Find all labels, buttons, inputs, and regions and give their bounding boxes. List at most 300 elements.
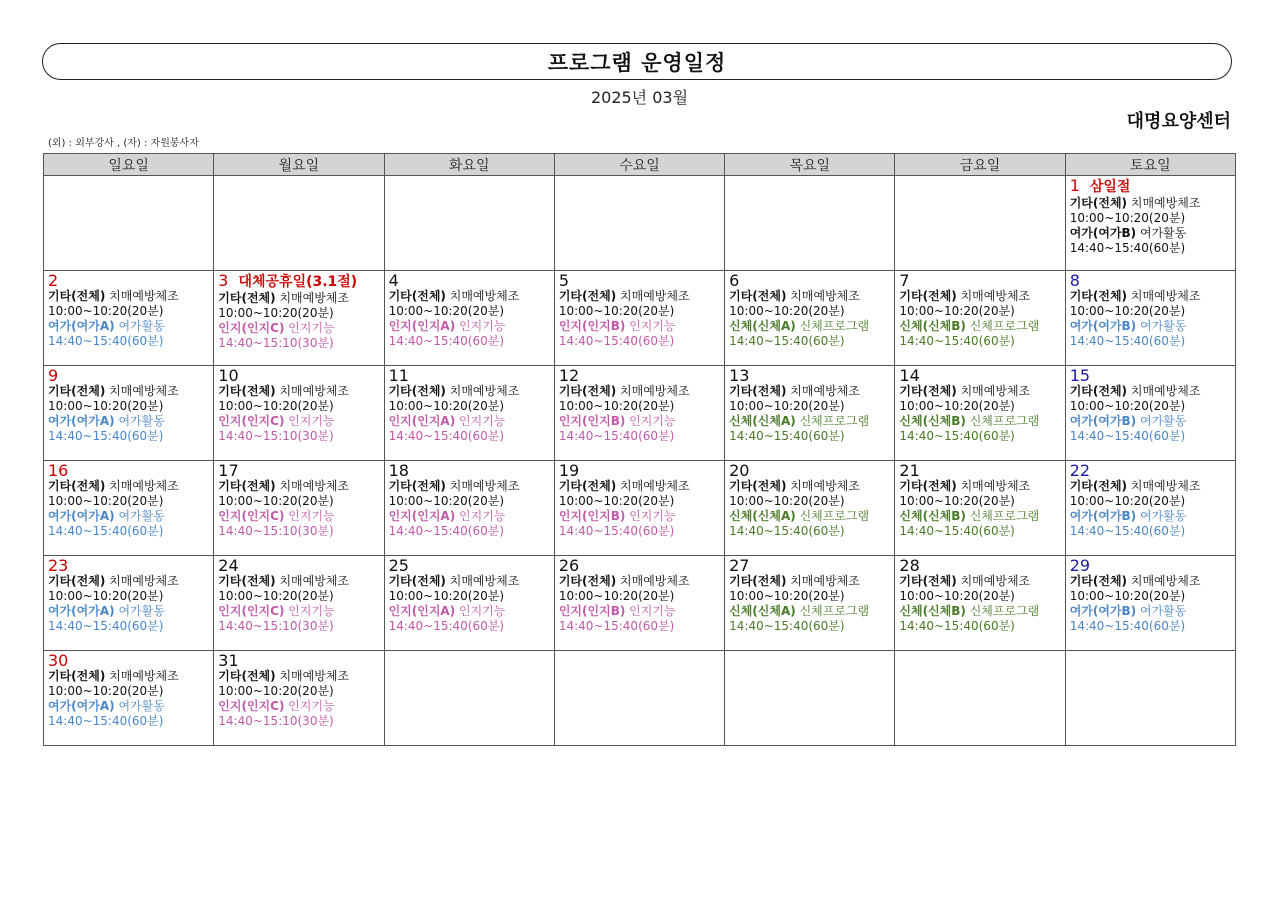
day-cell — [214, 461, 384, 556]
event-desc: 인지기능 — [629, 509, 676, 523]
event-time: 10:00~10:20(20분) — [48, 304, 164, 318]
day-number-value: 28 — [899, 556, 920, 575]
event-desc: 치매예방체조 — [449, 384, 520, 398]
day-cell — [895, 271, 1065, 366]
day-number — [48, 462, 213, 479]
event-desc: 인지기능 — [288, 604, 335, 618]
event-name: 인지(인지C) — [218, 509, 285, 523]
event-line — [218, 321, 383, 336]
event-line — [1070, 574, 1235, 589]
event-desc: 치매예방체조 — [279, 479, 350, 493]
event-line — [899, 289, 1064, 304]
day-cell — [1065, 176, 1235, 271]
event-name: 신체(신체A) — [729, 319, 796, 333]
event-desc: 인지기능 — [629, 604, 676, 618]
week-row — [44, 271, 1236, 366]
event-desc: 치매예방체조 — [1130, 479, 1201, 493]
event-time: 14:40~15:40(60분) — [899, 429, 1015, 443]
event-time: 14:40~15:40(60분) — [899, 619, 1015, 633]
event-name: 인지(인지B) — [558, 414, 626, 428]
event-name: 기타(전체) — [218, 384, 276, 398]
event-line — [48, 319, 213, 334]
event-desc: 치매예방체조 — [279, 291, 350, 305]
day-number-value: 13 — [729, 366, 750, 385]
day-number-value: 18 — [388, 461, 409, 480]
calendar-body — [44, 176, 1236, 746]
event-time: 10:00~10:20(20분) — [1069, 211, 1186, 225]
event-time: 10:00~10:20(20분) — [558, 589, 675, 603]
day-number — [218, 652, 383, 669]
event-name: 인지(인지B) — [558, 319, 626, 333]
event-time: 10:00~10:20(20분) — [218, 684, 334, 698]
day-number-value: 30 — [48, 651, 69, 670]
event-desc: 여가활동 — [118, 414, 165, 428]
day-cell — [44, 461, 214, 556]
day-cell — [214, 556, 384, 651]
day-cell — [384, 366, 554, 461]
event-line — [559, 574, 724, 589]
day-number — [559, 557, 724, 574]
day-cell — [1065, 461, 1235, 556]
event-line — [899, 509, 1064, 524]
event-name: 여가(여가B) — [1069, 226, 1137, 240]
day-number-value: 8 — [1069, 271, 1080, 290]
event-line — [729, 414, 894, 429]
event-name: 기타(전체) — [1069, 289, 1128, 303]
event-name: 인지(인지A) — [388, 414, 456, 428]
event-name: 신체(신체B) — [899, 509, 966, 523]
day-number — [389, 367, 554, 384]
event-name: 인지(인지C) — [218, 414, 285, 428]
holiday-label: 대체공휴일(3.1절) — [238, 274, 358, 290]
day-cell — [44, 651, 214, 746]
event-time: 14:40~15:10(30분) — [218, 714, 334, 728]
day-number — [899, 367, 1064, 384]
event-name: 신체(신체B) — [899, 319, 966, 333]
event-line — [218, 384, 383, 399]
event-desc: 여가활동 — [118, 509, 165, 523]
empty-day-cell — [44, 176, 214, 271]
event-line — [389, 509, 554, 524]
event-desc: 치매예방체조 — [790, 574, 860, 588]
day-number-value: 6 — [729, 271, 740, 290]
event-line — [389, 384, 554, 399]
weekday-header-mon: 월요일 — [214, 154, 384, 176]
empty-day-cell — [1065, 651, 1235, 746]
event-time: 14:40~15:40(60분) — [729, 619, 845, 633]
event-desc: 여가활동 — [118, 604, 165, 618]
event-desc: 신체프로그램 — [969, 604, 1040, 618]
event-name: 여가(여가B) — [1069, 509, 1137, 523]
day-cell — [384, 461, 554, 556]
weekday-header-fri: 금요일 — [895, 154, 1065, 176]
event-line — [218, 669, 383, 684]
event-desc: 치매예방체조 — [109, 384, 179, 398]
event-name: 기타(전체) — [1069, 196, 1128, 210]
event-desc: 치매예방체조 — [449, 574, 520, 588]
day-cell — [44, 271, 214, 366]
day-number-value: 12 — [558, 366, 580, 385]
event-line — [48, 604, 213, 619]
event-line — [1070, 384, 1235, 399]
event-name: 신체(신체B) — [899, 414, 966, 428]
event-name: 여가(여가B) — [1069, 604, 1137, 618]
event-line — [1070, 289, 1235, 304]
week-row — [44, 556, 1236, 651]
event-line — [48, 414, 213, 429]
event-time: 10:00~10:20(20분) — [899, 494, 1015, 508]
day-cell — [895, 366, 1065, 461]
day-number — [1070, 367, 1235, 384]
event-line — [729, 384, 894, 399]
event-time: 14:40~15:40(60분) — [388, 524, 505, 538]
day-number — [729, 367, 894, 384]
event-line — [218, 479, 383, 494]
event-time: 10:00~10:20(20분) — [729, 399, 845, 413]
event-time: 14:40~15:10(30분) — [218, 619, 334, 633]
event-desc: 치매예방체조 — [620, 479, 690, 493]
day-number — [218, 462, 383, 479]
event-name: 기타(전체) — [218, 669, 276, 683]
event-line — [899, 574, 1064, 589]
event-line — [218, 509, 383, 524]
event-line — [899, 604, 1064, 619]
day-number — [48, 367, 213, 384]
event-time: 14:40~15:40(60분) — [48, 429, 164, 443]
empty-day-cell — [554, 176, 724, 271]
event-line — [389, 479, 554, 494]
event-line — [559, 479, 724, 494]
event-time: 10:00~10:20(20분) — [48, 399, 164, 413]
day-cell — [554, 271, 724, 366]
event-desc: 치매예방체조 — [279, 574, 350, 588]
event-name: 기타(전체) — [48, 574, 106, 588]
empty-day-cell — [554, 651, 724, 746]
event-line — [1070, 226, 1235, 241]
event-desc: 치매예방체조 — [620, 574, 690, 588]
event-time: 14:40~15:40(60분) — [388, 619, 505, 633]
day-number — [389, 462, 554, 479]
empty-day-cell — [895, 651, 1065, 746]
event-time: 10:00~10:20(20분) — [1069, 589, 1186, 603]
day-number — [218, 367, 383, 384]
event-time: 10:00~10:20(20분) — [48, 684, 164, 698]
event-desc: 치매예방체조 — [960, 289, 1031, 303]
event-time: 14:40~15:40(60분) — [1069, 241, 1186, 255]
event-time: 14:40~15:40(60분) — [388, 429, 505, 443]
event-line — [1070, 604, 1235, 619]
event-name: 여가(여가B) — [1069, 414, 1137, 428]
day-cell — [554, 461, 724, 556]
day-number — [899, 462, 1064, 479]
day-number-value: 1 — [1069, 176, 1080, 195]
day-number — [559, 462, 724, 479]
event-time: 14:40~15:40(60분) — [1069, 334, 1186, 348]
day-cell — [725, 366, 895, 461]
day-number — [1070, 557, 1235, 574]
event-time: 10:00~10:20(20분) — [48, 589, 164, 603]
event-line — [389, 414, 554, 429]
day-number — [729, 462, 894, 479]
day-cell — [725, 556, 895, 651]
day-number-value: 2 — [48, 271, 59, 290]
event-name: 기타(전체) — [388, 384, 446, 398]
event-name: 신체(신체A) — [729, 604, 796, 618]
event-line — [559, 289, 724, 304]
event-desc: 인지기능 — [629, 319, 676, 333]
event-time: 10:00~10:20(20분) — [388, 399, 505, 413]
event-time: 14:40~15:40(60분) — [48, 619, 164, 633]
event-desc: 치매예방체조 — [960, 384, 1031, 398]
day-number-value: 7 — [899, 271, 910, 290]
day-number — [389, 272, 554, 289]
day-cell — [214, 651, 384, 746]
event-time: 10:00~10:20(20분) — [899, 304, 1015, 318]
event-line — [218, 414, 383, 429]
event-desc: 여가활동 — [1140, 226, 1187, 240]
event-time: 10:00~10:20(20분) — [729, 304, 845, 318]
center-name: 대명요양센터 — [1126, 111, 1231, 132]
day-cell — [725, 461, 895, 556]
weekday-header-row — [44, 154, 1236, 176]
event-name: 기타(전체) — [899, 479, 957, 493]
day-number — [1070, 177, 1235, 196]
event-name: 기타(전체) — [729, 479, 787, 493]
event-time: 14:40~15:10(30분) — [218, 524, 334, 538]
event-line — [389, 289, 554, 304]
event-name: 신체(신체A) — [729, 509, 796, 523]
day-number-value: 24 — [218, 556, 239, 575]
event-time: 14:40~15:40(60분) — [1069, 524, 1186, 538]
weekday-header-sun: 일요일 — [44, 154, 214, 176]
event-name: 기타(전체) — [48, 479, 106, 493]
event-name: 기타(전체) — [729, 574, 787, 588]
event-name: 여가(여가A) — [48, 509, 115, 523]
event-time: 10:00~10:20(20분) — [899, 589, 1015, 603]
event-desc: 인지기능 — [629, 414, 676, 428]
event-time: 10:00~10:20(20분) — [1069, 304, 1186, 318]
event-line — [899, 479, 1064, 494]
day-number-value: 16 — [48, 461, 69, 480]
event-name: 여가(여가A) — [48, 319, 115, 333]
event-time: 10:00~10:20(20분) — [558, 304, 675, 318]
event-name: 기타(전체) — [558, 479, 617, 493]
empty-day-cell — [895, 176, 1065, 271]
event-desc: 치매예방체조 — [620, 384, 690, 398]
event-desc: 여가활동 — [1140, 319, 1187, 333]
event-desc: 치매예방체조 — [1130, 384, 1201, 398]
empty-day-cell — [725, 176, 895, 271]
event-name: 인지(인지B) — [558, 604, 626, 618]
event-name: 기타(전체) — [218, 479, 276, 493]
event-time: 14:40~15:40(60분) — [558, 334, 675, 348]
event-line — [48, 479, 213, 494]
day-cell — [895, 461, 1065, 556]
event-desc: 인지기능 — [459, 604, 506, 618]
event-time: 10:00~10:20(20분) — [218, 589, 334, 603]
event-time: 14:40~15:40(60분) — [1069, 429, 1186, 443]
event-desc: 치매예방체조 — [790, 384, 860, 398]
event-desc: 치매예방체조 — [109, 479, 179, 493]
event-time: 10:00~10:20(20분) — [388, 589, 505, 603]
event-line — [218, 291, 383, 306]
day-number-value: 9 — [48, 366, 59, 385]
event-name: 인지(인지A) — [388, 509, 456, 523]
day-number-value: 29 — [1069, 556, 1091, 575]
holiday-label: 삼일절 — [1089, 179, 1131, 195]
event-desc: 치매예방체조 — [1130, 289, 1201, 303]
event-desc: 여가활동 — [1140, 414, 1187, 428]
day-cell — [44, 366, 214, 461]
event-line — [899, 319, 1064, 334]
event-desc: 치매예방체조 — [960, 479, 1031, 493]
event-desc: 인지기능 — [288, 321, 335, 335]
event-line — [1070, 509, 1235, 524]
day-cell — [554, 366, 724, 461]
event-name: 기타(전체) — [388, 479, 446, 493]
event-time: 10:00~10:20(20분) — [388, 304, 505, 318]
event-time: 14:40~15:40(60분) — [899, 334, 1015, 348]
event-time: 14:40~15:10(30분) — [218, 429, 334, 443]
day-number — [1070, 272, 1235, 289]
event-line — [48, 509, 213, 524]
event-line — [559, 384, 724, 399]
event-line — [1070, 319, 1235, 334]
event-line — [389, 319, 554, 334]
event-line — [899, 384, 1064, 399]
event-line — [1070, 479, 1235, 494]
event-name: 기타(전체) — [388, 574, 446, 588]
event-name: 기타(전체) — [388, 289, 446, 303]
event-desc: 여가활동 — [1140, 509, 1187, 523]
day-number — [389, 557, 554, 574]
day-number — [218, 557, 383, 574]
day-number — [729, 272, 894, 289]
event-desc: 치매예방체조 — [449, 479, 520, 493]
day-number — [729, 557, 894, 574]
event-name: 기타(전체) — [1069, 479, 1128, 493]
week-row — [44, 176, 1236, 271]
day-number — [218, 272, 383, 291]
event-time: 14:40~15:40(60분) — [48, 714, 164, 728]
event-desc: 치매예방체조 — [1130, 574, 1201, 588]
event-line — [729, 319, 894, 334]
day-number — [559, 272, 724, 289]
event-time: 14:40~15:10(30분) — [218, 336, 334, 350]
event-time: 10:00~10:20(20분) — [218, 399, 334, 413]
event-desc: 여가활동 — [1140, 604, 1187, 618]
event-line — [48, 669, 213, 684]
event-name: 인지(인지C) — [218, 321, 285, 335]
calendar-table — [43, 153, 1236, 746]
day-cell — [214, 271, 384, 366]
day-cell — [1065, 556, 1235, 651]
event-time: 10:00~10:20(20분) — [218, 306, 334, 320]
event-line — [48, 699, 213, 714]
day-number — [48, 652, 213, 669]
empty-day-cell — [384, 176, 554, 271]
event-name: 인지(인지A) — [388, 604, 456, 618]
event-name: 인지(인지C) — [218, 699, 285, 713]
empty-day-cell — [214, 176, 384, 271]
event-name: 기타(전체) — [729, 384, 787, 398]
day-cell — [384, 271, 554, 366]
event-desc: 인지기능 — [288, 414, 335, 428]
event-desc: 치매예방체조 — [109, 669, 179, 683]
event-desc: 치매예방체조 — [279, 384, 350, 398]
event-desc: 치매예방체조 — [109, 289, 179, 303]
event-time: 14:40~15:40(60분) — [899, 524, 1015, 538]
event-desc: 인지기능 — [288, 699, 335, 713]
event-desc: 치매예방체조 — [449, 289, 520, 303]
event-time: 10:00~10:20(20분) — [899, 399, 1015, 413]
empty-day-cell — [725, 651, 895, 746]
event-time: 10:00~10:20(20분) — [388, 494, 505, 508]
weekday-header-tue: 화요일 — [384, 154, 554, 176]
event-desc: 신체프로그램 — [799, 509, 870, 523]
event-name: 기타(전체) — [899, 574, 957, 588]
day-cell — [725, 271, 895, 366]
event-time: 10:00~10:20(20분) — [558, 494, 675, 508]
event-desc: 치매예방체조 — [790, 289, 860, 303]
day-number-value: 25 — [388, 556, 409, 575]
day-number — [559, 367, 724, 384]
event-line — [218, 574, 383, 589]
day-number-value: 14 — [899, 366, 920, 385]
weekday-header-sat: 토요일 — [1065, 154, 1235, 176]
day-number-value: 23 — [48, 556, 69, 575]
day-number-value: 21 — [899, 461, 920, 480]
event-name: 인지(인지C) — [218, 604, 285, 618]
event-desc: 인지기능 — [288, 509, 335, 523]
event-desc: 신체프로그램 — [799, 414, 870, 428]
event-desc: 치매예방체조 — [790, 479, 860, 493]
day-number — [899, 272, 1064, 289]
event-line — [1070, 196, 1235, 211]
event-line — [729, 289, 894, 304]
event-name: 여가(여가A) — [48, 604, 115, 618]
day-number-value: 4 — [388, 271, 399, 290]
event-time: 14:40~15:40(60분) — [729, 524, 845, 538]
event-line — [389, 604, 554, 619]
weekday-header-wed: 수요일 — [554, 154, 724, 176]
event-time: 14:40~15:40(60분) — [558, 619, 675, 633]
event-desc: 여가활동 — [118, 319, 165, 333]
event-desc: 치매예방체조 — [279, 669, 350, 683]
event-time: 14:40~15:40(60분) — [729, 429, 845, 443]
title-box — [42, 43, 1232, 80]
day-number-value: 15 — [1069, 366, 1091, 385]
event-name: 인지(인지B) — [558, 509, 626, 523]
event-desc: 신체프로그램 — [799, 319, 870, 333]
day-number-value: 27 — [729, 556, 750, 575]
day-number-value: 17 — [218, 461, 239, 480]
event-time: 14:40~15:40(60분) — [558, 429, 675, 443]
day-cell — [895, 556, 1065, 651]
day-number — [48, 557, 213, 574]
event-name: 기타(전체) — [48, 669, 106, 683]
event-name: 기타(전체) — [1069, 384, 1128, 398]
day-cell — [1065, 366, 1235, 461]
event-name: 여가(여가B) — [1069, 319, 1137, 333]
event-line — [899, 414, 1064, 429]
event-name: 신체(신체B) — [899, 604, 966, 618]
day-number-value: 22 — [1069, 461, 1091, 480]
day-cell — [44, 556, 214, 651]
event-desc: 인지기능 — [459, 509, 506, 523]
week-row — [44, 651, 1236, 746]
event-line — [729, 509, 894, 524]
